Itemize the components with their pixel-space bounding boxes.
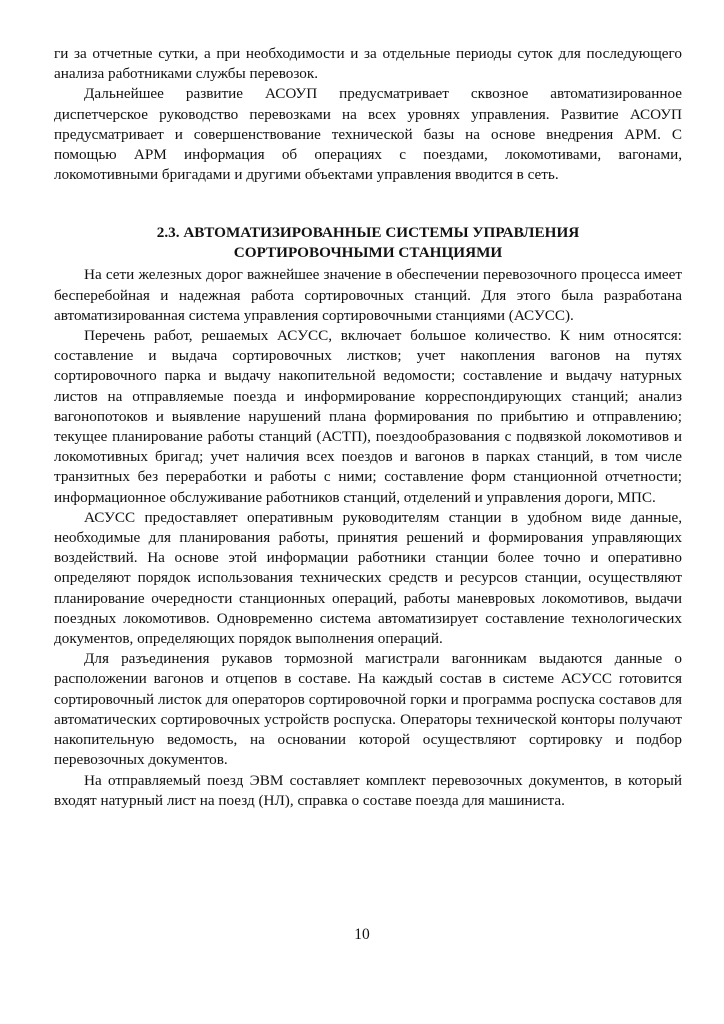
section-heading-line1: 2.3. АВТОМАТИЗИРОВАННЫЕ СИСТЕМЫ УПРАВЛЕНИЯ bbox=[156, 224, 580, 242]
page-number: 10 bbox=[354, 926, 370, 943]
paragraph-asoup-development: Дальнейшее развитие АСОУП предусматривает сквозное автоматизированное диспетчерское руководство перевозками на всех уровнях управления. Развитие АСОУП предусматривает и совершенствование технической базы на основе внедрения АРМ. С помощью АРМ информация об операциях с поездами, локомотивами, вагонами, локомотивными бригадами и другими объектами управления вводится в сеть. bbox=[54, 85, 682, 184]
paragraph-intro: На сети железных дорог важнейшее значение в обеспечении перевозочного процесса имеет бесперебойная и надежная работа сортировочных станций. Для этого была разработана автоматизированная система управления сортировочными станциями (АСУСС). bbox=[54, 266, 682, 324]
section-heading bbox=[54, 223, 682, 263]
paragraph-brake-hoses: Для разъединения рукавов тормозной магистрали вагонникам выдаются данные о расположении вагонов и отцепов в составе. На каждый состав в системе АСУСС готовится сортировочный листок для операторов сортировочной горки и программа роспуска составов для автоматических сортировочных устройств роспуска. Операторы технической конторы получают накопительную ведомость, на основании которой осуществляют сортировку и подбор перевозочных документов. bbox=[54, 650, 682, 769]
paragraph-continuation: ги за отчетные сутки, а при необходимости и за отдельные периоды суток для последующего анализа работниками службы перевозок. bbox=[54, 45, 682, 83]
paragraph-task-list: Перечень работ, решаемых АСУСС, включает большое количество. К ним относятся: составление и выдача сортировочных листков; учет накопления вагонов на путях сортировочного парка и выдачу накопительной ведомости; составление и выдачу натурных листов на отправляемые поезда и информирование корреспондирующих станций; анализ вагонопотоков и выявление нарушений плана формирования по прибытию и отправлению; текущее планирование работы станций (АСТП), поездообразования с подвязкой локомотивов и локомотивных бригад; учет наличия всех поездов и вагонов в парках станций, в том числе транзитных без переработки и работы с ними; составление форм станционной отчетности; информационное обслуживание работников станций, отделений и управления дороги, МПС. bbox=[54, 327, 682, 506]
paragraph-train-documents: На отправляемый поезд ЭВМ составляет комплект перевозочных документов, в который входят натурный лист на поезд (НЛ), справка о составе поезда для машиниста. bbox=[54, 771, 682, 809]
document-page bbox=[54, 44, 682, 811]
section-heading-line2: СОРТИРОВОЧНЫМИ СТАНЦИЯМИ bbox=[233, 244, 503, 262]
paragraph-operational-data: АСУСС предоставляет оперативным руководителям станции в удобном виде данные, необходимые для планирования работы, принятия решений и формирования управляющих воздействий. На основе этой информации работники станции более точно и оперативно определяют порядок использования технических средств и ресурсов станции, осуществляют планирование очередности станционных операций, работы маневровых локомотивов, выдачи поездных локомотивов. Одновременно система автоматизирует составление технологических документов, определяющих порядок выполнения операций. bbox=[54, 508, 682, 648]
